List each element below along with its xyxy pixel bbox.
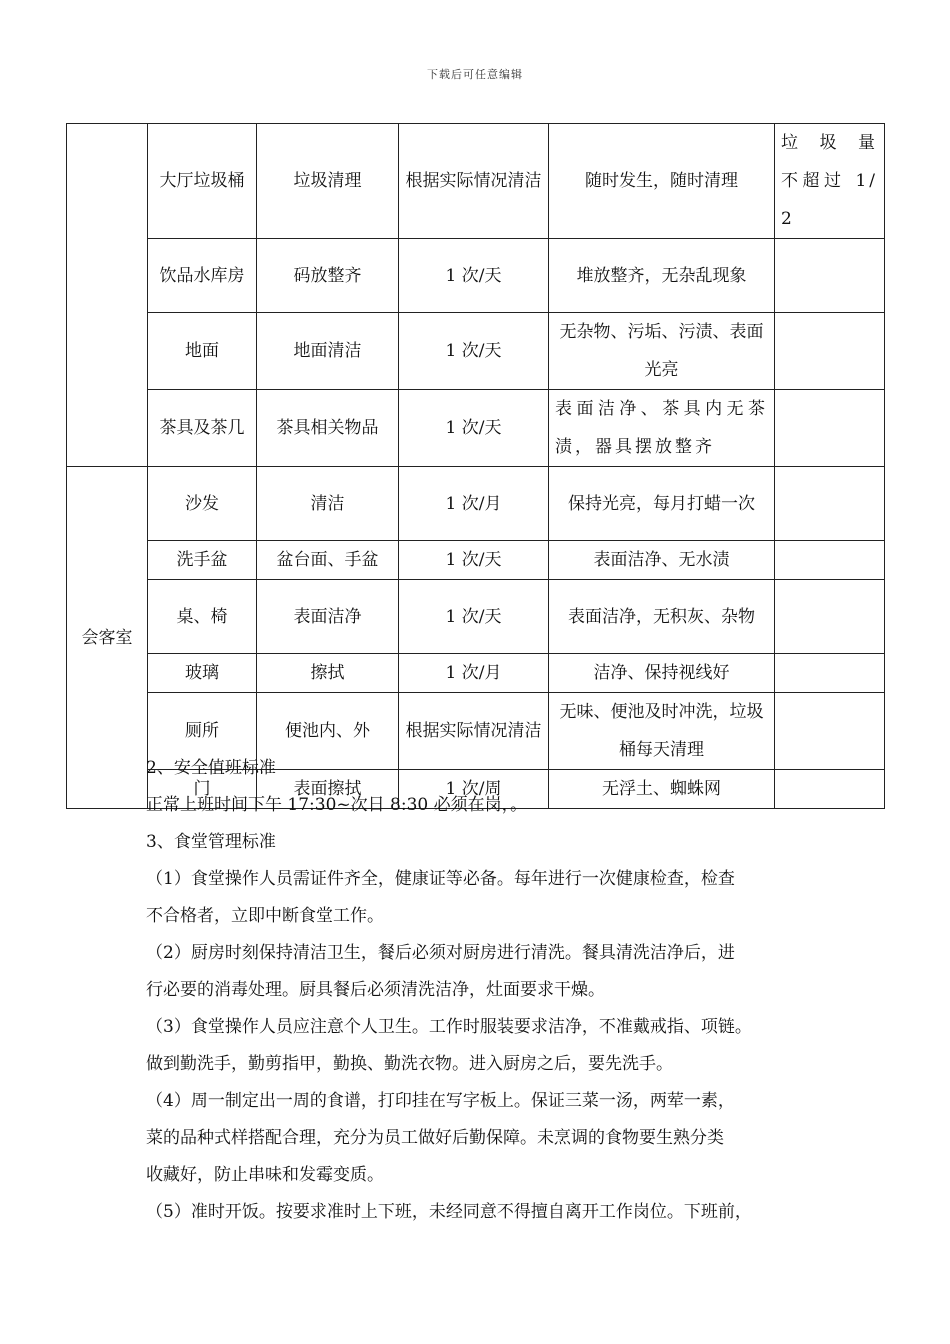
standard-cell: 无杂物、污垢、污渍、表面光亮 <box>549 313 775 390</box>
note-cell <box>775 467 885 541</box>
note-cell <box>775 580 885 654</box>
task-cell: 垃圾清理 <box>257 124 399 239</box>
item-cell: 大厅垃圾桶 <box>148 124 257 239</box>
table-row <box>67 239 885 313</box>
standard-cell: 洁净、保持视线好 <box>549 654 775 693</box>
task-cell: 码放整齐 <box>257 239 399 313</box>
paragraph-line: （5）准时开饭。按要求准时上下班，未经同意不得擅自离开工作岗位。下班前， <box>146 1202 752 1222</box>
standard-cell: 随时发生，随时清理 <box>549 124 775 239</box>
frequency-cell: 1 次/周 <box>399 770 549 809</box>
table-row <box>67 580 885 654</box>
item-cell: 玻璃 <box>148 654 257 693</box>
body-text <box>146 750 836 1231</box>
standard-cell: 无浮土、蜘蛛网 <box>549 770 775 809</box>
table-row <box>67 654 885 693</box>
paragraph-line: （3）食堂操作人员应注意个人卫生。工作时服装要求洁净，不准戴戒指、项链。 <box>146 1017 752 1037</box>
paragraph-line: 菜的品种式样搭配合理，充分为员工做好后勤保障。未烹调的食物要生熟分类 <box>146 1128 724 1148</box>
table-row <box>67 467 885 541</box>
frequency-cell: 1 次/月 <box>399 467 549 541</box>
cleaning-standards-table <box>66 123 885 809</box>
task-cell: 清洁 <box>257 467 399 541</box>
note-cell <box>775 239 885 313</box>
frequency-cell: 1 次/天 <box>399 239 549 313</box>
note-cell <box>775 541 885 580</box>
task-cell: 表面洁净 <box>257 580 399 654</box>
page-header: 下载后可任意编辑 <box>427 68 523 81</box>
paragraph-line: 做到勤洗手，勤剪指甲，勤换、勤洗衣物。进入厨房之后，要先洗手。 <box>146 1054 673 1074</box>
table-row <box>67 124 885 239</box>
paragraph-line: 不合格者，立即中断食堂工作。 <box>146 906 384 926</box>
paragraph-duty: 正常上班时间下午 17:30~次日 8:30 必须在岗，。 <box>146 795 528 815</box>
table-row <box>67 313 885 390</box>
frequency-cell: 根据实际情况清洁 <box>399 124 549 239</box>
section-heading-duty: 2、安全值班标准 <box>146 758 276 778</box>
task-cell: 表面擦拭 <box>257 770 399 809</box>
table-row <box>67 390 885 467</box>
item-cell: 洗手盆 <box>148 541 257 580</box>
frequency-cell: 1 次/天 <box>399 541 549 580</box>
standard-cell: 表面洁净、无水渍 <box>549 541 775 580</box>
item-cell: 桌、椅 <box>148 580 257 654</box>
note-cell <box>775 313 885 390</box>
frequency-cell: 1 次/天 <box>399 390 549 467</box>
section-heading-canteen: 3、食堂管理标准 <box>146 832 276 852</box>
standard-cell: 无味、便池及时冲洗，垃圾桶每天清理 <box>549 693 775 770</box>
task-cell: 茶具相关物品 <box>257 390 399 467</box>
item-cell: 厕所 <box>148 693 257 770</box>
frequency-cell: 1 次/天 <box>399 580 549 654</box>
area-cell: 会客室 <box>67 467 148 809</box>
task-cell: 地面清洁 <box>257 313 399 390</box>
note-cell <box>775 654 885 693</box>
frequency-cell: 根据实际情况清洁 <box>399 693 549 770</box>
paragraph-line: （1）食堂操作人员需证件齐全，健康证等必备。每年进行一次健康检查，检查 <box>146 869 735 889</box>
item-cell: 地面 <box>148 313 257 390</box>
item-cell: 沙发 <box>148 467 257 541</box>
standard-cell: 堆放整齐，无杂乱现象 <box>549 239 775 313</box>
frequency-cell: 1 次/天 <box>399 313 549 390</box>
note-cell: 垃 圾 量 不超过 1/2 <box>775 124 885 239</box>
item-cell: 饮品水库房 <box>148 239 257 313</box>
paragraph-line: （2）厨房时刻保持清洁卫生，餐后必须对厨房进行清洗。餐具清洗洁净后，进 <box>146 943 735 963</box>
task-cell: 便池内、外 <box>257 693 399 770</box>
item-cell: 门 <box>148 770 257 809</box>
standard-cell: 保持光亮，每月打蜡一次 <box>549 467 775 541</box>
area-cell <box>67 124 148 467</box>
task-cell: 盆台面、手盆 <box>257 541 399 580</box>
paragraph-line: 行必要的消毒处理。厨具餐后必须清洗洁净，灶面要求干燥。 <box>146 980 605 1000</box>
standard-cell: 表面洁净，无积灰、杂物 <box>549 580 775 654</box>
frequency-cell: 1 次/月 <box>399 654 549 693</box>
paragraph-line: 收藏好，防止串味和发霉变质。 <box>146 1165 384 1185</box>
item-cell: 茶具及茶几 <box>148 390 257 467</box>
task-cell: 擦拭 <box>257 654 399 693</box>
standard-cell: 表面洁净、茶具内无茶渍，器具摆放整齐 <box>549 390 775 467</box>
paragraph-line: （4）周一制定出一周的食谱，打印挂在写字板上。保证三菜一汤，两荤一素， <box>146 1091 735 1111</box>
note-cell <box>775 390 885 467</box>
table-row <box>67 541 885 580</box>
